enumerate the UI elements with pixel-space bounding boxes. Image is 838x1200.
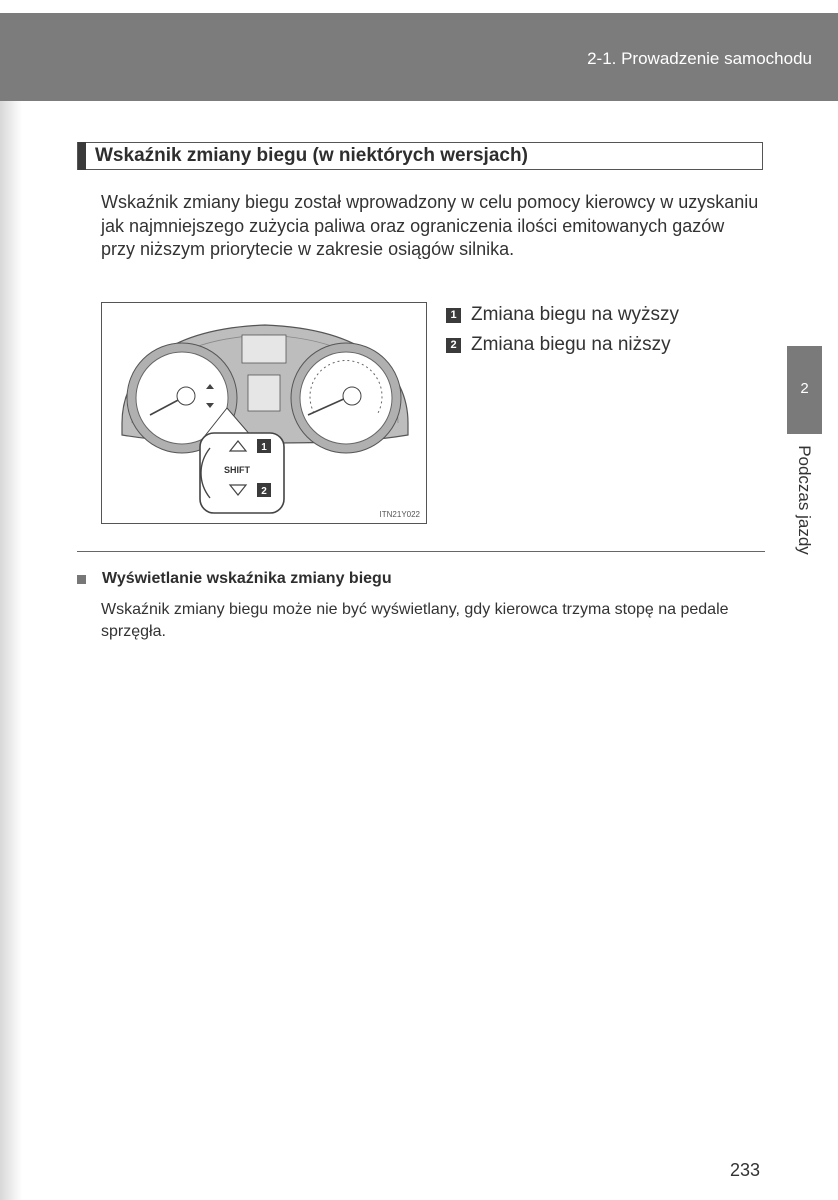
chapter-tab-number: 2 xyxy=(800,380,809,397)
shift-up-marker: 1 xyxy=(261,442,267,453)
page-number: 233 xyxy=(730,1160,761,1180)
legend-number-badge: 1 xyxy=(446,308,461,323)
figure-legend xyxy=(446,300,766,360)
legend-text: Zmiana biegu na wyższy xyxy=(471,304,680,325)
section-header-title: 2-1. Prowadzenie samochodu xyxy=(587,49,812,68)
subsection-heading xyxy=(77,570,392,588)
chapter-side-label: Podczas jazdy xyxy=(795,445,814,555)
shift-down-marker: 2 xyxy=(261,486,267,497)
legend-number-badge: 2 xyxy=(446,338,461,353)
chapter-tab xyxy=(787,346,822,434)
legend-text: Zmiana biegu na niższy xyxy=(471,334,671,355)
section-title: Wskaźnik zmiany biegu (w niektórych wersjach) xyxy=(95,145,528,166)
shift-label: SHIFT xyxy=(224,465,250,475)
figure-code: ITN21Y022 xyxy=(379,510,420,519)
section-divider xyxy=(77,551,765,552)
bullet-square-icon xyxy=(77,575,86,584)
legend-item-downshift xyxy=(446,330,766,360)
section-title-box xyxy=(77,142,763,170)
subsection-paragraph: Wskaźnik zmiany biegu może nie być wyświetlany, gdy kierowca trzyma stopę na pedale sprzęgła. xyxy=(101,601,729,640)
dashboard-figure xyxy=(101,302,427,524)
subsection-heading-text: Wyświetlanie wskaźnika zmiany biegu xyxy=(102,570,392,587)
intro-paragraph: Wskaźnik zmiany biegu został wprowadzony w celu pomocy kierowcy w uzyskaniu jak najmniejszego zużycia paliwa oraz ograniczenia ilości emitowanych gazów przy niższym priorytecie w zakresie osiągów silnika. xyxy=(101,192,759,259)
header-band xyxy=(0,13,838,101)
title-accent-bar xyxy=(78,142,86,170)
legend-item-upshift xyxy=(446,300,766,330)
instrument-cluster-illustration xyxy=(102,303,428,525)
page-edge-shade xyxy=(0,101,22,1200)
